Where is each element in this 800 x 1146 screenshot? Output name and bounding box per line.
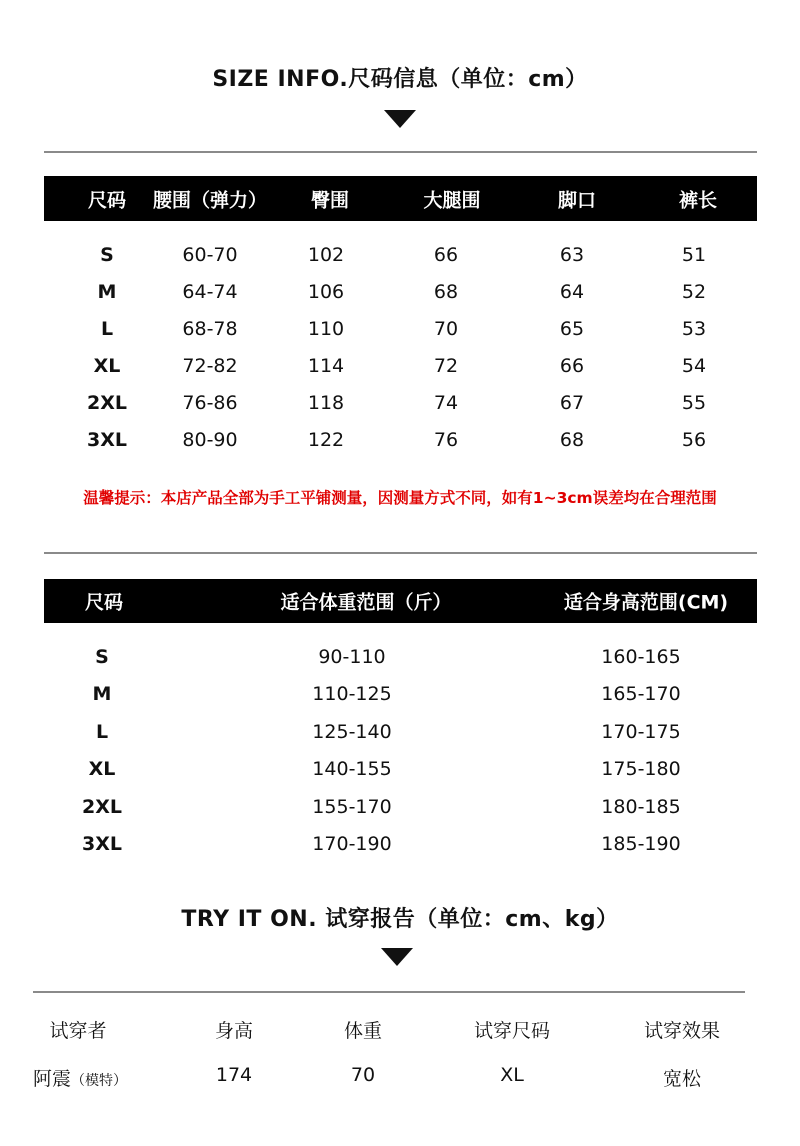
cell-height: 180-185 [601,795,681,818]
measurement-note: 温馨提示：本店产品全部为手工平铺测量，因测量方式不同，如有1~3cm误差均在合理范围 [83,489,717,507]
cell-size: S [100,243,114,266]
tester-size: XL [500,1064,524,1086]
cell-weight: 155-170 [312,795,392,818]
table-row [44,713,757,751]
cell-size: M [92,683,112,706]
table-row [44,788,757,826]
cell-size: M [97,280,117,303]
cell-height: 175-180 [601,758,681,781]
down-arrow-icon [384,110,416,128]
header-height: 身高 [214,1020,254,1042]
cell-size: 2XL [87,391,127,414]
divider [44,151,757,153]
table-row [44,310,757,347]
table-row [44,273,757,310]
cell-weight: 110-125 [312,683,392,706]
cell-waist: 80-90 [182,428,238,451]
tester-effect: 宽松 [662,1068,702,1090]
down-arrow-icon [381,948,413,966]
header-size: 尺码 [84,591,124,614]
cell-waist: 64-74 [182,280,238,303]
fit-table-body [44,638,757,863]
cell-length: 56 [681,428,707,451]
cell-size: 2XL [82,795,122,818]
cell-leg-opening: 67 [559,391,585,414]
size-info-title: SIZE INFO.尺码信息（单位：cm） [212,67,588,92]
table-row [44,236,757,273]
cell-leg-opening: 65 [559,317,585,340]
cell-thigh: 74 [433,391,459,414]
tester-role: （模特） [71,1073,128,1089]
header-weight-range: 适合体重范围（斤） [280,591,452,614]
cell-weight: 140-155 [312,758,392,781]
cell-waist: 68-78 [182,317,238,340]
table-row [44,676,757,714]
cell-length: 51 [681,243,707,266]
cell-length: 52 [681,280,707,303]
table-row [44,751,757,789]
cell-leg-opening: 68 [559,428,585,451]
header-tester: 试穿者 [49,1020,107,1042]
fit-table-header [44,579,757,623]
cell-size: 3XL [82,833,122,856]
cell-weight: 170-190 [312,833,392,856]
divider [44,552,757,554]
cell-weight: 125-140 [312,720,392,743]
header-hip: 臀围 [310,189,350,211]
header-thigh: 大腿围 [423,189,481,211]
header-weight: 体重 [343,1020,383,1042]
cell-hip: 106 [307,280,345,303]
try-on-title: TRY IT ON. 试穿报告（单位：cm、kg） [181,907,619,932]
header-size: 尺码 [87,189,127,211]
tester-name-text: 阿震 [32,1068,72,1090]
cell-hip: 122 [307,428,345,451]
cell-thigh: 66 [433,243,459,266]
tester-weight: 70 [350,1064,376,1086]
cell-length: 53 [681,317,707,340]
cell-thigh: 68 [433,280,459,303]
cell-hip: 102 [307,243,345,266]
cell-size: XL [93,354,121,377]
cell-height: 170-175 [601,720,681,743]
cell-size: L [100,317,114,340]
header-height-range: 适合身高范围(CM) [563,591,729,614]
cell-waist: 72-82 [182,354,238,377]
cell-length: 55 [681,391,707,414]
cell-waist: 60-70 [182,243,238,266]
cell-height: 165-170 [601,683,681,706]
table-row [44,421,757,458]
cell-length: 54 [681,354,707,377]
header-tried-size: 试穿尺码 [473,1020,551,1042]
cell-thigh: 76 [433,428,459,451]
cell-thigh: 72 [433,354,459,377]
divider [33,991,745,993]
cell-leg-opening: 66 [559,354,585,377]
size-table-body [44,236,757,458]
header-waist: 腰围（弹力） [152,189,268,211]
cell-height: 185-190 [601,833,681,856]
header-leg-opening: 脚口 [557,189,597,211]
cell-height: 160-165 [601,645,681,668]
table-row [44,826,757,864]
cell-hip: 110 [307,317,345,340]
cell-size: XL [88,758,116,781]
table-row [44,384,757,421]
tester-height: 174 [215,1064,253,1086]
header-length: 裤长 [678,189,718,211]
cell-leg-opening: 63 [559,243,585,266]
cell-waist: 76-86 [182,391,238,414]
cell-hip: 118 [307,391,345,414]
cell-hip: 114 [307,354,345,377]
tester-name [33,1064,127,1091]
cell-size: S [95,645,109,668]
table-row [44,347,757,384]
cell-thigh: 70 [433,317,459,340]
table-row [44,638,757,676]
cell-leg-opening: 64 [559,280,585,303]
cell-weight: 90-110 [318,645,386,668]
header-effect: 试穿效果 [643,1020,721,1042]
cell-size: L [95,720,109,743]
cell-size: 3XL [87,428,127,451]
size-table-header [44,176,757,221]
